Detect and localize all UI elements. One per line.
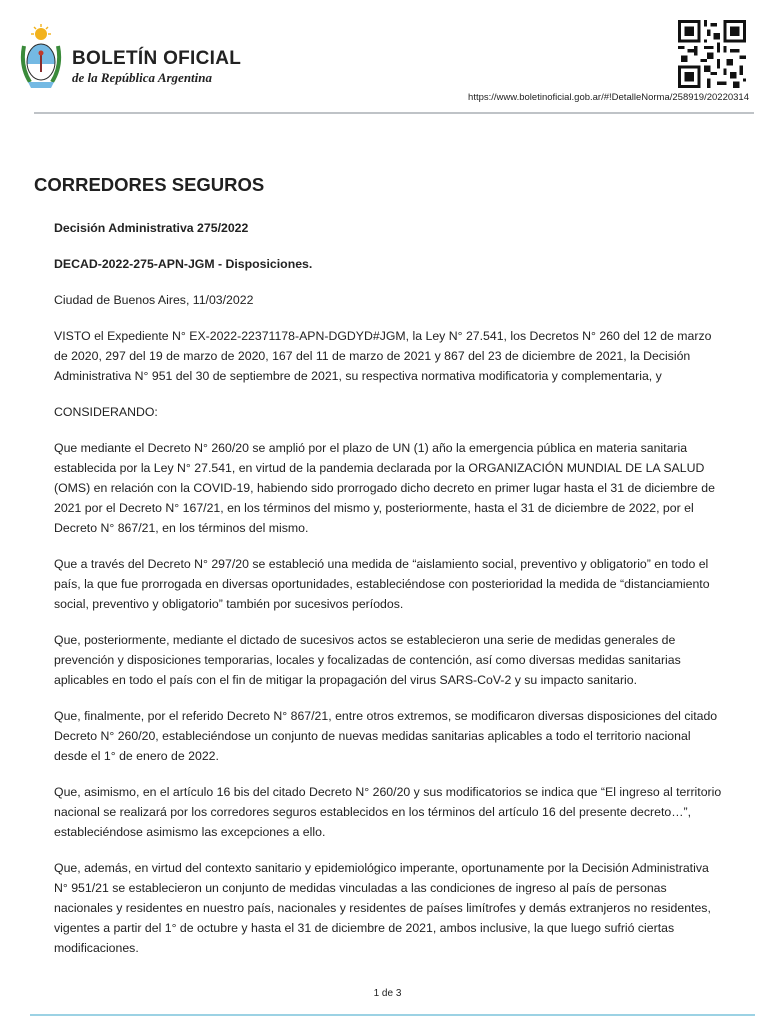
considerando-paragraph: Que, posteriormente, mediante el dictado de sucesivos actos se establecieron una serie de medidas generales de prevención y disposiciones temporarias, locales y focalizadas de contención, así como diversas medidas sanitarias aplicables en todo el país con el fin de mitigar la propagación del virus SARS-CoV-2 y su impacto sanitario. — [54, 633, 681, 687]
norm-url[interactable]: https://www.boletinoficial.gob.ar/#!DetalleNorma/258919/20220314 — [468, 92, 749, 103]
considerando-paragraph: Que a través del Decreto N° 297/20 se estableció una medida de “aislamiento social, preventivo y obligatorio” en todo el país, la que fue prorrogada en diversas oportunidades, estableciéndose con posterioridad la medida de “distanciamiento social, preventivo y obligatorio” también por sucesivos períodos. — [54, 557, 710, 611]
considerando-paragraph: Que, asimismo, en el artículo 16 bis del citado Decreto N° 260/20 y sus modificatorios se indica que “El ingreso al territorio nacional se realizará por los corredores seguros establecidos en los términos del artículo 16 del presente decreto…”, estableciéndose asimismo las excepciones a ello. — [54, 785, 722, 839]
decision-reference: DECAD-2022-275-APN-JGM - Disposiciones. — [54, 257, 313, 271]
header-divider — [34, 112, 754, 114]
footer-divider — [30, 1014, 755, 1016]
considerando-paragraph: Que, finalmente, por el referido Decreto N° 867/21, entre otros extremos, se modificaron diversas disposiciones del citado Decreto N° 260/20, estableciéndose un conjunto de nuevas medidas sanitarias aplicables a todo el territorio nacional desde el 1° de enero de 2022. — [54, 709, 718, 763]
document-body — [54, 218, 722, 974]
qr-code-icon — [678, 20, 746, 88]
page-indicator: 1 de 3 — [373, 988, 402, 999]
considerando-paragraph: Que mediante el Decreto N° 260/20 se amplió por el plazo de UN (1) año la emergencia pública en materia sanitaria establecida por la Ley N° 27.541, en virtud de la pandemia declarada por la ORGANIZACIÓN MUNDIAL DE LA SALUD (OMS) en relación con la COVID-19, habiendo sido prorrogado dicho decreto en primer lugar hasta el 31 de diciembre de 2021 por el Decreto N° 167/21, en los términos del mismo y, posteriormente, hasta el 31 de diciembre de 2022, por el Decreto N° 867/21, en los términos del mismo. — [54, 441, 715, 535]
brand-subtitle: de la República Argentina — [72, 70, 212, 85]
visto-paragraph: VISTO el Expediente N° EX-2022-22371178-APN-DGDYD#JGM, la Ley N° 27.541, los Decretos N° 260 del 12 de marzo de 2020, 297 del 19 de marzo de 2020, 167 del 11 de marzo de 2021 y 867 del 23 de diciembre de 2021, la Decisión Administrativa N° 951 del 30 de septiembre de 2021, su respectiva normativa modificatoria y complementaria, y — [54, 329, 712, 383]
document-header — [0, 0, 775, 118]
brand-title: BOLETÍN OFICIAL — [72, 48, 242, 69]
document-title: CORREDORES SEGUROS — [34, 174, 265, 195]
place-date: Ciudad de Buenos Aires, 11/03/2022 — [54, 293, 254, 307]
considerando-heading: CONSIDERANDO: — [54, 405, 158, 419]
considerando-paragraph: Que, además, en virtud del contexto sanitario y epidemiológico imperante, oportunamente por la Decisión Administrativa N° 951/21 se establecieron un conjunto de medidas vinculadas a las condiciones de ingreso al país de personas nacionales y residentes en nuestro país, nacionales y residentes de países limítrofes y demás extranjeros no residentes, vigentes a partir del 1° de octubre y hasta el 31 de diciembre de 2021, ambos inclusive, la que luego sufrió ciertas modificaciones. — [54, 861, 711, 955]
coat-of-arms-icon — [18, 24, 64, 94]
decision-number: Decisión Administrativa 275/2022 — [54, 221, 249, 235]
